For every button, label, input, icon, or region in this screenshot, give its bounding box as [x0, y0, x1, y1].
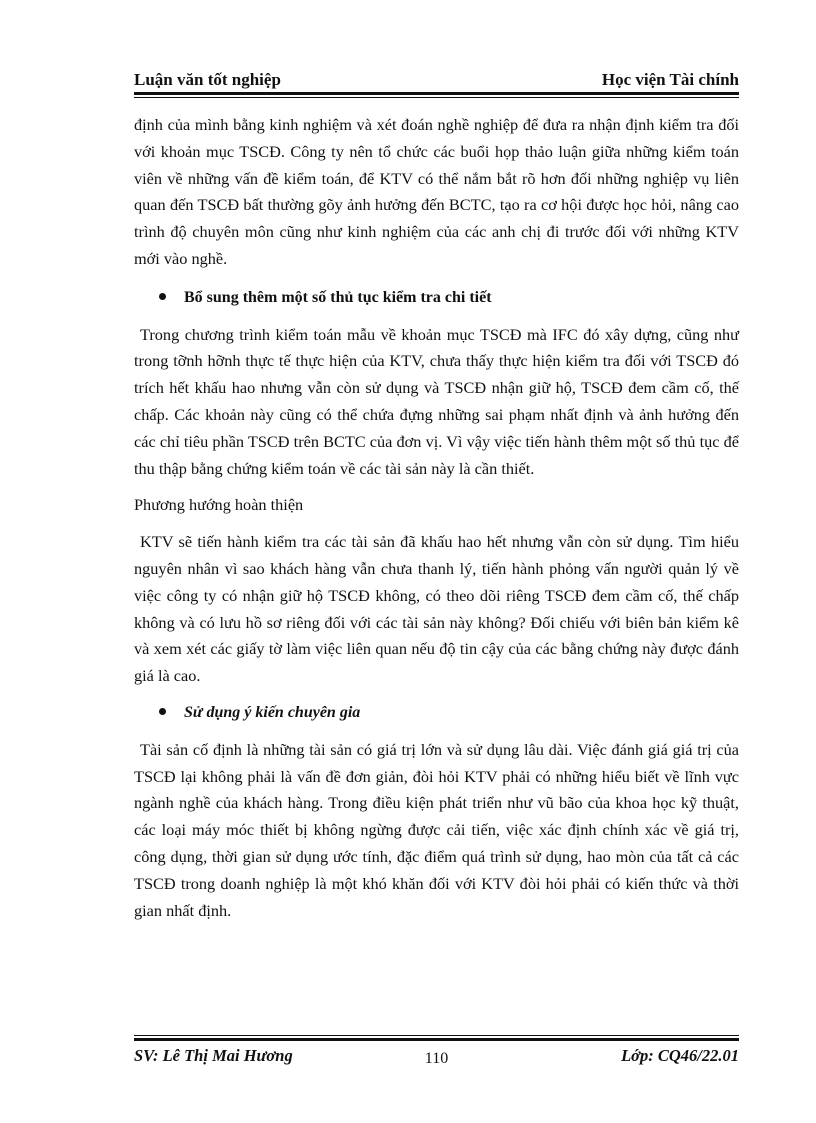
header-thesis-label: Luận văn tốt nghiệp — [134, 70, 281, 89]
header-institution: Học viện Tài chính — [601, 70, 739, 89]
paragraph-3: Phương hướng hoàn thiện — [134, 495, 304, 515]
footer-class: Lớp: CQ46/22.01 — [621, 1046, 739, 1065]
footer-student-name: SV: Lê Thị Mai Hương — [134, 1046, 293, 1065]
paragraph-5: Tài sản cố định là những tài sản có giá trị lớn và sử dụng lâu dài. Việc đánh giá giá trị của TSCĐ lại không phải là vấn đề đơn giản, đòi hỏi KTV phải có những hiểu biết về lĩnh vực ngành nghề của khách hàng. Trong điều kiện phát triển như vũ bão của khoa học kỹ thuật, các loại máy móc thiết bị không ngừng được cải tiến, việc xác định chính xác về giá trị, công dụng, thời gian sử dụng ước tính, đặc điểm quá trình sử dụng, hao mòn của tất cả các TSCĐ trong doanh nghiệp là một khó khăn đối với KTV đòi hỏi phải có kiến thức và thời gian nhất định. — [134, 739, 739, 920]
footer-rule-thin — [134, 1035, 739, 1036]
page-header — [134, 70, 739, 90]
page-number: 110 — [424, 1050, 449, 1067]
footer-rule-thick — [134, 1038, 739, 1041]
page-footer — [134, 1046, 739, 1066]
paragraph-1: định của mình bằng kinh nghiệm và xét đoán nghề nghiệp để đưa ra nhận định kiểm tra đối với khoản mục TSCĐ. Công ty nên tổ chức các buổi họp thảo luận giữa những kiểm toán viên về những vấn đề kiểm toán, để KTV có thể nắm bắt rõ hơn đối những nghiệp vụ liên quan đến TSCĐ bất thường gõy ảnh hưởng đến BCTC, tạo ra cơ hội được học hỏi, nâng cao trình độ chuyên môn cũng như kinh nghiệm của các anh chị đi trước đối với những KTV mới vào nghề. — [134, 115, 739, 268]
document-body — [134, 112, 739, 924]
bullet-icon — [134, 700, 184, 727]
paragraph-4: KTV sẽ tiến hành kiểm tra các tài sản đã khấu hao hết nhưng vẫn còn sử dụng. Tìm hiểu nguyên nhân vì sao khách hàng vẫn chưa thanh lý, tiến hành phỏng vấn người quản lý về việc công ty có nhận giữ hộ TSCĐ không, có theo dõi riêng TSCĐ đem cầm cố, thế chấp không và có lưu hồ sơ riêng đối với các tài sản này không? Đối chiếu với biên bản kiểm kê và xem xét các giấy tờ làm việc liên quan nếu độ tin cậy của các bằng chứng này được đánh giá là cao. — [134, 532, 739, 686]
bullet-heading-1-text: Bổ sung thêm một số thủ tục kiểm tra chi tiết — [184, 288, 492, 306]
paragraph-2: Trong chương trình kiểm toán mẫu về khoản mục TSCĐ mà IFC đó xây dựng, cũng như trong tỡnh hỡnh thực tế thực hiện của KTV, chưa thấy thực hiện kiểm tra đối với TSCĐ đó trích hết khấu hao nhưng vẫn còn sử dụng và TSCĐ nhận giữ hộ, TSCĐ đem cầm cố, thế chấp. Các khoản này cũng có thể chứa đựng những sai phạm nhất định và ảnh hưởng đến các chỉ tiêu phần TSCĐ trên BCTC của đơn vị. Vì vậy việc tiến hành thêm một số thủ tục để thu thập bằng chứng kiểm toán về các tài sản này là cần thiết. — [134, 324, 739, 478]
bullet-heading-1 — [134, 285, 739, 312]
header-rule-thin — [134, 97, 739, 98]
header-rule-thick — [134, 92, 739, 95]
bullet-heading-2 — [134, 700, 739, 727]
bullet-heading-2-text: Sử dụng ý kiến chuyên gia — [184, 703, 361, 721]
bullet-icon — [134, 285, 184, 312]
